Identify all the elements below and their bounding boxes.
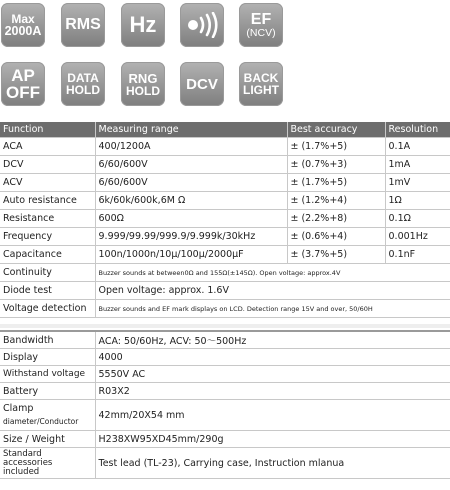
value-cell: 4000 bbox=[95, 349, 450, 366]
function-cell: Capacitance bbox=[0, 246, 95, 264]
table-row bbox=[0, 156, 450, 174]
back-light-badge bbox=[239, 62, 283, 106]
range-cell: 600Ω bbox=[95, 210, 287, 228]
spec-header-row bbox=[0, 122, 450, 138]
value-cell: Test lead (TL-23), Carrying case, Instruction mlanua bbox=[95, 448, 450, 479]
range-cell: 400/1200A bbox=[95, 138, 287, 156]
label-line: Clamp bbox=[3, 403, 34, 414]
badge-line2: HOLD bbox=[126, 83, 160, 98]
function-cell: ACA bbox=[0, 138, 95, 156]
label-line: included bbox=[3, 466, 40, 477]
max-2000a-badge bbox=[1, 3, 45, 47]
table-row bbox=[0, 431, 450, 448]
feature-badges bbox=[0, 0, 450, 112]
value-cell: H238XW95XD45mm/290g bbox=[95, 431, 450, 448]
accuracy-cell: ± (1.2%+4) bbox=[287, 192, 385, 210]
range-cell: 6/60/600V bbox=[95, 174, 287, 192]
resolution-cell: 1mA bbox=[385, 156, 450, 174]
badge-line2: 2000A bbox=[4, 23, 42, 38]
label-line: accessories bbox=[3, 457, 53, 468]
badge-line1: Hz bbox=[129, 12, 157, 37]
badge-line1: BACK bbox=[243, 71, 279, 85]
badge-line2: HOLD bbox=[66, 83, 100, 97]
general-spec-table bbox=[0, 330, 450, 479]
badge-line1: DATA bbox=[67, 71, 99, 85]
table-row bbox=[0, 174, 450, 192]
table-row bbox=[0, 331, 450, 349]
table-row bbox=[0, 210, 450, 228]
resolution-cell: 0.001Hz bbox=[385, 228, 450, 246]
table-row bbox=[0, 246, 450, 264]
label-cell: Withstand voltage bbox=[0, 366, 95, 383]
badge-line1: RNG bbox=[128, 70, 158, 86]
function-cell: Resistance bbox=[0, 210, 95, 228]
specification-table bbox=[0, 122, 450, 318]
label-cell: Battery bbox=[0, 383, 95, 400]
diode-description: Open voltage: approx. 1.6V bbox=[95, 282, 450, 300]
sound-waves-icon bbox=[184, 12, 220, 38]
range-cell: 6k/60k/600k,6M Ω bbox=[95, 192, 287, 210]
table-row bbox=[0, 448, 450, 479]
table-row bbox=[0, 192, 450, 210]
label-cell: Bandwidth bbox=[0, 331, 95, 349]
badge-line1: RMS bbox=[65, 16, 101, 33]
voltage-detection-description: Buzzer sounds and EF mark displays on LCD. Detection range 15V and over, 50/60H bbox=[95, 300, 450, 318]
value-cell: ACA: 50/60Hz, ACV: 50～500Hz bbox=[95, 331, 450, 349]
resolution-cell: 1mV bbox=[385, 174, 450, 192]
accuracy-cell: ± (0.7%+3) bbox=[287, 156, 385, 174]
continuity-row bbox=[0, 264, 450, 282]
badge-line1: EF bbox=[250, 10, 272, 28]
header-function: Function bbox=[0, 122, 95, 138]
function-cell: Frequency bbox=[0, 228, 95, 246]
accuracy-cell: ± (1.7%+5) bbox=[287, 138, 385, 156]
resolution-cell: 0.1A bbox=[385, 138, 450, 156]
section-divider bbox=[0, 324, 450, 328]
continuity-description: Buzzer sounds at between0Ω and 155Ω(±145Ω). Open voltage: approx.4V bbox=[95, 264, 450, 282]
function-cell: Voltage detection bbox=[0, 300, 95, 318]
function-cell: Auto resistance bbox=[0, 192, 95, 210]
rms-badge bbox=[61, 3, 105, 47]
accuracy-cell: ± (1.7%+5) bbox=[287, 174, 385, 192]
table-row bbox=[0, 400, 450, 431]
function-cell: Continuity bbox=[0, 264, 95, 282]
badge-line1: DCV bbox=[186, 75, 218, 93]
data-hold-badge bbox=[61, 62, 105, 106]
value-cell: R03X2 bbox=[95, 383, 450, 400]
header-measuring-range: Measuring range bbox=[95, 122, 287, 138]
range-cell: 100n/1000n/10μ/100μ/2000μF bbox=[95, 246, 287, 264]
label-cell bbox=[0, 448, 95, 479]
range-cell: 9.999/99.99/999.9/9.999k/30kHz bbox=[95, 228, 287, 246]
function-cell: Diode test bbox=[0, 282, 95, 300]
label-line: diameter/Conductor bbox=[3, 417, 79, 426]
badge-line2: LIGHT bbox=[243, 83, 279, 97]
rng-hold-badge bbox=[121, 62, 165, 106]
value-cell: 42mm/20X54 mm bbox=[95, 400, 450, 431]
header-resolution: Resolution bbox=[385, 122, 450, 138]
accuracy-cell: ± (3.7%+5) bbox=[287, 246, 385, 264]
table-row bbox=[0, 366, 450, 383]
table-row bbox=[0, 138, 450, 156]
label-line: Standard bbox=[3, 448, 42, 459]
table-row bbox=[0, 349, 450, 366]
header-best-accuracy: Best accuracy bbox=[287, 122, 385, 138]
dcv-badge bbox=[180, 62, 224, 106]
value-cell: 5550V AC bbox=[95, 366, 450, 383]
voltage-detection-row bbox=[0, 300, 450, 318]
accuracy-cell: ± (0.6%+4) bbox=[287, 228, 385, 246]
badge-line2: (NCV) bbox=[246, 26, 276, 39]
badge-line1: AP bbox=[11, 66, 35, 85]
table-row bbox=[0, 228, 450, 246]
function-cell: ACV bbox=[0, 174, 95, 192]
resolution-cell: 0.1Ω bbox=[385, 210, 450, 228]
resolution-cell: 0.1nF bbox=[385, 246, 450, 264]
table-row bbox=[0, 383, 450, 400]
resolution-cell: 1Ω bbox=[385, 192, 450, 210]
hz-badge bbox=[121, 3, 165, 47]
label-cell: Size / Weight bbox=[0, 431, 95, 448]
label-cell bbox=[0, 400, 95, 431]
buzzer-sound-icon bbox=[180, 3, 224, 47]
range-cell: 6/60/600V bbox=[95, 156, 287, 174]
badge-line1: Max bbox=[11, 11, 35, 26]
ef-ncv-badge bbox=[239, 3, 283, 47]
ap-off-badge bbox=[1, 62, 45, 106]
function-cell: DCV bbox=[0, 156, 95, 174]
diode-row bbox=[0, 282, 450, 300]
badge-line2: OFF bbox=[6, 83, 40, 102]
label-cell: Display bbox=[0, 349, 95, 366]
accuracy-cell: ± (2.2%+8) bbox=[287, 210, 385, 228]
